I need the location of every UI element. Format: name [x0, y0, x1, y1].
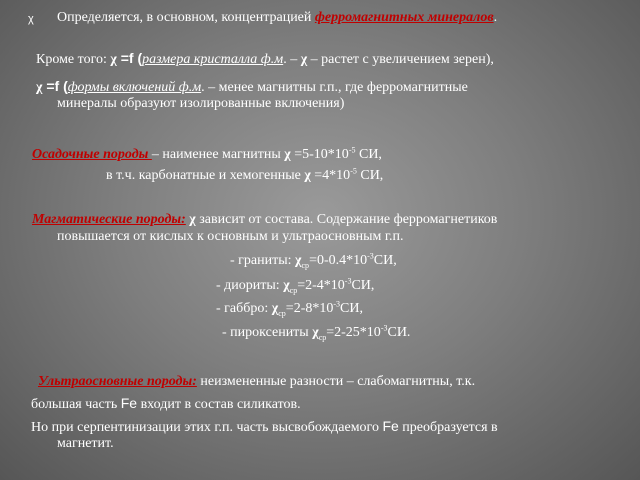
- chi-symbol: χ: [312, 325, 319, 340]
- granite-row: - граниты: $\chi_{ср}=0-0.4*10^{-3}СИ$,: [230, 251, 397, 270]
- magmatic-line-2: повышается от кислых к основным и ультраосновным г.п.: [57, 229, 404, 244]
- chi-symbol: χ: [110, 52, 117, 67]
- magnetite-line: магнетит.: [57, 436, 114, 451]
- fe-symbol: Fe: [382, 418, 399, 434]
- sedimentary-line: Осадочные породы – наименее магнитны $\chi =5-10*10^{-5}$ СИ,: [32, 145, 382, 162]
- chi-symbol: χ: [300, 52, 308, 67]
- chi-symbol: χ: [284, 147, 291, 162]
- inclusion-shape-line: χ =f (формы включений ф.м. – менее магнитны г.п., где ферромагнитные: [36, 78, 468, 95]
- ultrabasic-rocks-term: Ультраосновные породы:: [38, 374, 197, 389]
- carbonate-line: в т.ч. карбонатные и хемогенные $\chi =4*10^{-5}$ СИ,: [106, 166, 384, 183]
- intro-line: Определяется, в основном, концентрацией ферромагнитных минералов.: [57, 10, 498, 25]
- inclusion-shape-line-2: минералы образуют изолированные включения): [57, 96, 345, 111]
- ultrabasic-line: Ультраосновные породы: неизмененные разности – слабомагнитны, т.к.: [38, 374, 476, 389]
- chi-symbol: χ: [295, 253, 302, 268]
- chi-symbol: χ: [36, 80, 43, 95]
- chi-symbol: χ: [189, 212, 196, 227]
- ultrabasic-line-2: большая часть Fe входит в состав силикатов.: [31, 395, 301, 412]
- pyroxenite-row: - пироксениты $\chi_{ср}=2-25*10^{-3}СИ$.: [222, 323, 411, 342]
- gabbro-row: - габбро: $\chi_{ср}=2-8*10^{-3}СИ$,: [216, 299, 363, 318]
- magmatic-rocks-term: Магматические породы:: [32, 212, 186, 227]
- chi-symbol: χ: [271, 301, 279, 316]
- serpentinization-line: Но при серпентинизации этих г.п. часть высвобождаемого Fe преобразуется в: [31, 418, 498, 435]
- crystal-size-term: размера кристалла ф.м: [142, 52, 284, 67]
- magmatic-line: Магматические породы: χ зависит от состава. Содержание ферромагнетиков: [32, 212, 498, 227]
- sedimentary-rocks-term: Осадочные породы: [32, 147, 152, 162]
- chi-symbol: χ: [283, 278, 290, 293]
- diorite-row: - диориты: $\chi_{ср}=2-4*10^{-3}СИ$,: [216, 276, 375, 295]
- chi-symbol: χ: [304, 168, 311, 183]
- bullet-marker: χ: [28, 13, 34, 25]
- inclusion-shape-term: формы включений ф.м: [67, 80, 202, 95]
- fe-symbol: Fe: [120, 395, 138, 411]
- crystal-size-line: Кроме того: χ =f (размера кристалла ф.м. – χ – растет с увеличением зерен),: [36, 50, 494, 67]
- intro-text: Определяется, в основном, концентрацией: [57, 10, 315, 25]
- ferromagnetic-minerals-term: ферромагнитных минералов: [314, 10, 494, 25]
